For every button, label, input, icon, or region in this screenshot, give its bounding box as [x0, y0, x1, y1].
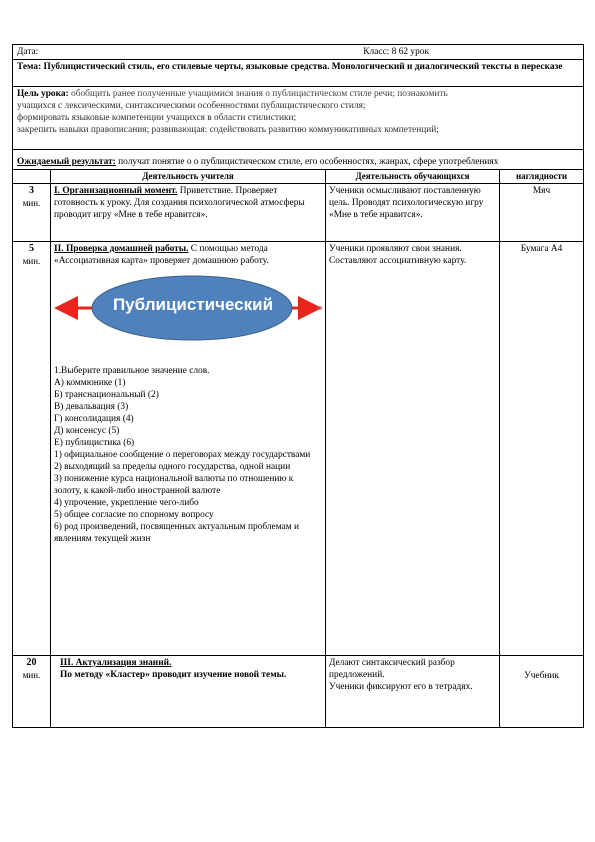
association-map-diagram — [54, 271, 322, 353]
task-line: 1) официальное сообщение о переговорах между государствами — [54, 450, 311, 460]
teacher-activity: По методу «Кластер» проводит изучение новой темы. — [60, 670, 287, 680]
stage-row-3 — [13, 656, 584, 728]
task-line: Б) транснациональный (2) — [54, 390, 159, 400]
task-title: 1.Выберите правильное значение слов. — [54, 366, 210, 376]
time-column-header — [13, 170, 51, 184]
stage-time-unit: мин. — [22, 670, 41, 680]
stage-time-unit: мин. — [22, 198, 41, 208]
expected-label: Ожидаемый результат: — [17, 157, 116, 167]
stage-time-unit: мин. — [22, 256, 41, 266]
topic-row — [13, 60, 584, 87]
class-label: Класс: 8 62 урок — [363, 47, 430, 57]
goal-label: Цель урока: — [17, 89, 69, 99]
stage-title: I. Организационный момент. — [54, 186, 178, 196]
column-header-row — [13, 170, 584, 184]
task-line: В) девальвация (3) — [54, 402, 129, 412]
goal-row — [13, 87, 584, 150]
stage-title: III. Актуализация знаний. — [60, 658, 172, 668]
visual-aid: Бумага А4 — [500, 242, 584, 656]
lesson-table — [12, 44, 584, 728]
goal-line-0: обобщить ранее полученные учащимися знания о публицистическом стиле речи; познакомить — [68, 89, 448, 99]
teacher-activity: С помощью метода «Ассоциативная карта» проверяет домашнюю работу. — [54, 244, 269, 266]
goal-line-2: формировать языковые компетенции учащихся в области стилистики; — [17, 113, 297, 123]
goal-line-1: учащихся с лексическими, синтаксическими особенностями публицистического стиля; — [17, 101, 366, 111]
stage-row-2 — [13, 242, 584, 656]
task-line: А) коммюнике (1) — [54, 378, 126, 388]
task-line: 5) общее согласие по спорному вопросу — [54, 510, 214, 520]
student-activity: Ученики проявляют свои знания. Составляют ассоциативную карту. — [326, 242, 500, 656]
goal-line-3: закрепить навыки правописания; развивающая: содействовать развитию коммуникативных компетенций; — [17, 125, 439, 135]
task-line: Д) консенсус (5) — [54, 426, 120, 436]
visual-aid: Учебник — [500, 656, 584, 728]
stage-time: 5 — [29, 243, 34, 254]
stage-time: 20 — [26, 657, 37, 668]
teacher-activity: Приветствие. Проверяет готовность к уроку. Для создания психологической атмосферы проводит игру «Мне в тебе нравится». — [54, 186, 305, 220]
visual-aid: Мяч — [500, 184, 584, 242]
date-label: Дата: — [17, 47, 39, 57]
expected-row — [13, 150, 584, 170]
task-line: Г) консолидация (4) — [54, 414, 134, 424]
date-class-row — [13, 45, 584, 60]
expected-text: получат понятие о о публицистическом стиле, его особенностях, жанрах, сфере употреблениях — [115, 157, 499, 167]
stage-title: II. Проверка домашней работы. — [54, 244, 189, 254]
task-line: Е) публицистика (6) — [54, 438, 135, 448]
topic-text: Тема: Публицистический стиль, его стилевые черты, языковые средства. Монологический и диалогический тексты в пересказе — [17, 62, 563, 72]
teacher-column-header: Деятельность учителя — [51, 170, 326, 184]
task-line: 3) понижение курса национальной валюты по отношению к золоту, к какой-либо иностранной валюте — [54, 474, 294, 496]
task-line: 4) упрочение, укрепление чего-либо — [54, 498, 199, 508]
visual-column-header: наглядности — [500, 170, 584, 184]
stage-time: 3 — [29, 185, 34, 196]
task-line: 6) род произведений, посвященных актуальным проблемам и явлениям текущей жизн — [54, 522, 300, 544]
student-activity: Ученики осмысливают поставленную цель. Проводят психологическую игру «Мне в тебе нравится». — [326, 184, 500, 242]
students-column-header: Деятельность обучающихся — [326, 170, 500, 184]
oval-label: Публицистический — [112, 295, 274, 314]
student-activity: Делают синтаксический разбор предложений. Ученики фиксируют его в тетрадях. — [326, 656, 500, 728]
task-line: 2) выходящий за пределы одного государства, одной нации — [54, 462, 291, 472]
lesson-plan — [12, 44, 583, 728]
stage-row-1 — [13, 184, 584, 242]
